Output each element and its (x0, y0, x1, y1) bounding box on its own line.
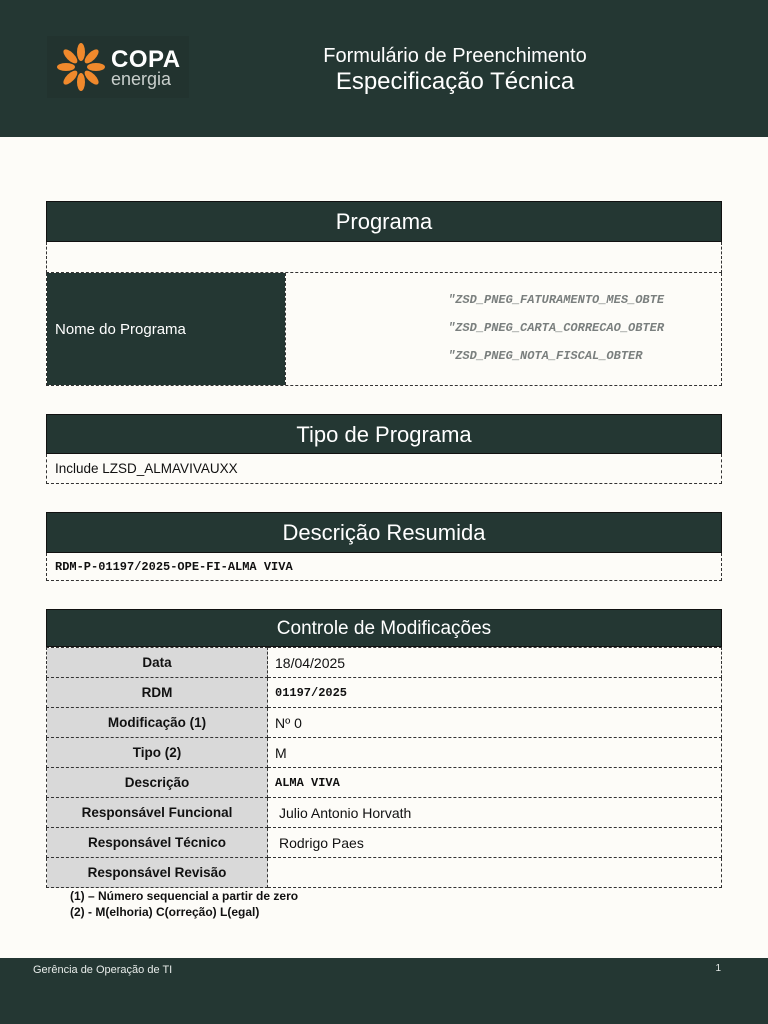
table-row (47, 798, 722, 828)
page-header (0, 0, 768, 137)
row-label: RDM (47, 678, 268, 708)
row-label: Data (47, 648, 268, 678)
table-row (47, 768, 722, 798)
descricao-section (46, 512, 722, 581)
programa-name-value: "ZSD_PNEG_NOTA_FISCAL_OBTER (448, 349, 643, 363)
row-value: 18/04/2025 (268, 648, 722, 678)
row-value: Julio Antonio Horvath (268, 798, 722, 828)
tipo-programa-heading: Tipo de Programa (46, 414, 722, 454)
programa-name-row (46, 273, 722, 386)
descricao-value: RDM-P-01197/2025-OPE-FI-ALMA VIVA (46, 553, 722, 581)
footnotes (70, 888, 298, 920)
page-number: 1 (715, 963, 721, 974)
table-row (47, 858, 722, 888)
header-subtitle: Formulário de Preenchimento (323, 45, 587, 67)
table-row (47, 678, 722, 708)
row-value: 01197/2025 (268, 678, 722, 708)
programa-name-values (285, 273, 721, 385)
footer-department: Gerência de Operação de TI (33, 964, 173, 976)
row-label: Responsável Funcional (47, 798, 268, 828)
tipo-programa-value: Include LZSD_ALMAVIVAUXX (46, 454, 722, 484)
table-row (47, 828, 722, 858)
row-value (268, 858, 722, 888)
row-value: M (268, 738, 722, 768)
programa-blank-row (46, 242, 722, 273)
header-title: Especificação Técnica (335, 68, 575, 95)
footnote: (1) – Número sequencial a partir de zero (70, 889, 299, 903)
row-label: Descrição (47, 768, 268, 798)
tipo-programa-section (46, 414, 722, 484)
row-label: Tipo (2) (47, 738, 268, 768)
table-row (47, 708, 722, 738)
table-row (47, 648, 722, 678)
row-label: Responsável Revisão (47, 858, 268, 888)
descricao-heading: Descrição Resumida (46, 512, 722, 553)
table-row (47, 738, 722, 768)
controle-section (46, 609, 722, 888)
sun-flower-icon (55, 42, 107, 92)
footnote: (2) - M(elhoria) C(orreção) L(egal) (70, 905, 260, 919)
logo-energia-text: energia (111, 69, 172, 89)
logo-copa-text: COPA (111, 46, 181, 73)
programa-name-value: "ZSD_PNEG_FATURAMENTO_MES_OBTE (448, 293, 665, 307)
controle-table (46, 647, 722, 888)
row-label: Modificação (1) (47, 708, 268, 738)
controle-heading: Controle de Modificações (46, 609, 722, 647)
programa-name-value: "ZSD_PNEG_CARTA_CORRECAO_OBTER (448, 321, 665, 335)
page-footer (0, 958, 768, 1024)
company-logo (47, 36, 189, 98)
row-value: Nº 0 (268, 708, 722, 738)
programa-section (46, 201, 722, 386)
row-value: ALMA VIVA (268, 768, 722, 798)
programa-name-label: Nome do Programa (47, 273, 285, 385)
row-value: Rodrigo Paes (268, 828, 722, 858)
programa-heading: Programa (46, 201, 722, 242)
row-label: Responsável Técnico (47, 828, 268, 858)
